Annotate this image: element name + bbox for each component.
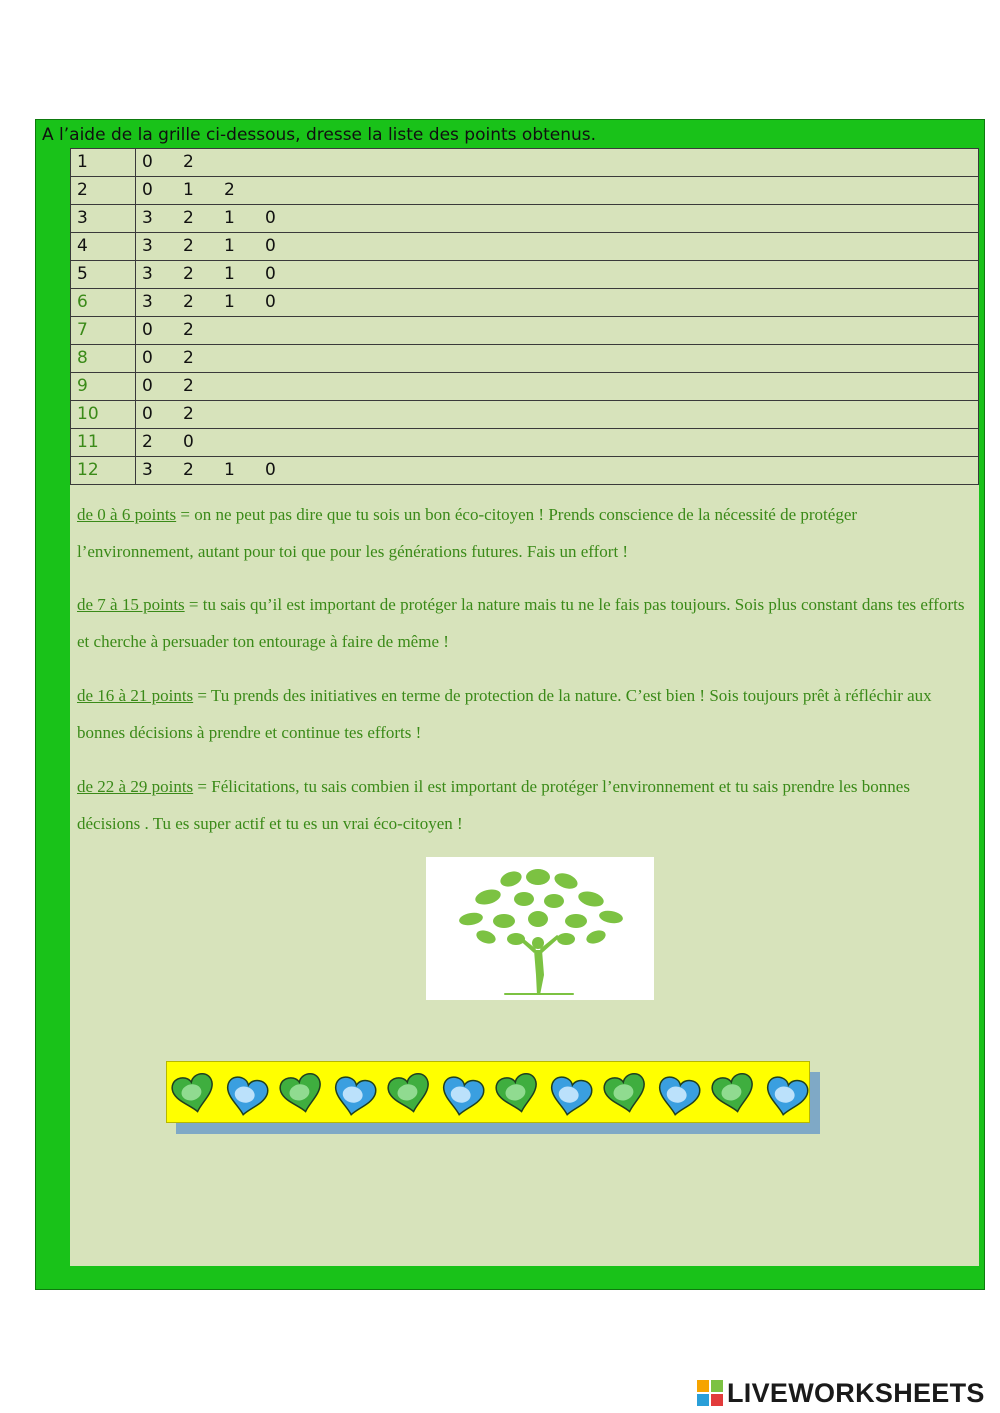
result-range: de 16 à 21 points — [77, 686, 194, 705]
point-options — [136, 429, 979, 457]
heart-icon — [386, 1072, 433, 1116]
result-16-21 — [77, 677, 972, 751]
heart-icon — [170, 1072, 217, 1116]
point-value: 0 — [183, 432, 194, 452]
result-range: de 7 à 15 points — [77, 595, 185, 614]
question-number: 8 — [71, 345, 136, 373]
point-options — [136, 345, 979, 373]
point-value: 2 — [183, 320, 194, 340]
result-0-6 — [77, 496, 972, 570]
question-number: 11 — [71, 429, 136, 457]
grid-row — [71, 345, 979, 373]
point-value: 2 — [183, 208, 194, 228]
points-grid — [70, 148, 979, 485]
point-value: 2 — [183, 236, 194, 256]
result-text: = Tu prends des initiatives en terme de protection de la nature. C’est bien ! Sois toujours prêt à réfléchir aux bonnes décisions à prendre et continue tes efforts ! — [77, 686, 932, 742]
question-number: 1 — [71, 149, 136, 177]
point-value: 1 — [224, 460, 235, 480]
liveworksheets-logo-icon — [697, 1380, 723, 1406]
heart-icon — [331, 1075, 377, 1118]
grid-row — [71, 149, 979, 177]
result-text: = on ne peut pas dire que tu sois un bon éco-citoyen ! Prends conscience de la nécessité de protéger l’environnement, autant pour toi que pour les générations futures. Fais un effort ! — [77, 505, 858, 561]
question-number: 5 — [71, 261, 136, 289]
heart-icon — [602, 1072, 649, 1116]
heart-icon — [439, 1075, 485, 1118]
eco-tree-person-icon — [426, 857, 654, 1000]
point-options — [136, 317, 979, 345]
point-value: 0 — [142, 404, 153, 424]
grid-row — [71, 317, 979, 345]
point-value: 0 — [142, 376, 153, 396]
point-options — [136, 149, 979, 177]
point-options — [136, 457, 979, 485]
point-value: 0 — [265, 460, 276, 480]
grid-row — [71, 373, 979, 401]
heart-icon — [655, 1075, 701, 1118]
result-text: = Félicitations, tu sais combien il est important de protéger l’environnement et tu sais prendre les bonnes décisions . Tu es super actif et tu es un vrai éco-citoyen ! — [77, 777, 910, 833]
point-value: 2 — [183, 376, 194, 396]
heart-icon — [223, 1075, 269, 1118]
hearts-strip — [166, 1061, 810, 1123]
point-value: 2 — [183, 264, 194, 284]
point-options — [136, 205, 979, 233]
point-value: 1 — [224, 264, 235, 284]
point-value: 3 — [142, 460, 153, 480]
grid-row — [71, 261, 979, 289]
result-text: = tu sais qu’il est important de protéger la nature mais tu ne le fais pas toujours. Sois plus constant dans tes efforts et cherche à persuader ton entourage à faire de même ! — [77, 595, 965, 651]
point-options — [136, 373, 979, 401]
point-value: 1 — [224, 292, 235, 312]
question-number: 12 — [71, 457, 136, 485]
grid-row — [71, 233, 979, 261]
liveworksheets-watermark — [697, 1376, 985, 1410]
point-value: 2 — [142, 432, 153, 452]
grid-row — [71, 177, 979, 205]
instruction-text: A l’aide de la grille ci-dessous, dresse la liste des points obtenus. — [42, 125, 597, 145]
point-value: 3 — [142, 264, 153, 284]
point-value: 2 — [183, 152, 194, 172]
grid-row — [71, 429, 979, 457]
point-value: 0 — [265, 208, 276, 228]
point-value: 2 — [183, 348, 194, 368]
heart-icon — [547, 1075, 593, 1118]
point-options — [136, 261, 979, 289]
result-range: de 0 à 6 points — [77, 505, 177, 524]
hearts-banner — [166, 1061, 810, 1123]
question-number: 2 — [71, 177, 136, 205]
point-options — [136, 401, 979, 429]
watermark-text: LIVEWORKSHEETS — [727, 1377, 985, 1408]
point-value: 1 — [183, 180, 194, 200]
question-number: 10 — [71, 401, 136, 429]
point-value: 2 — [224, 180, 235, 200]
question-number: 3 — [71, 205, 136, 233]
point-value: 2 — [183, 404, 194, 424]
question-number: 6 — [71, 289, 136, 317]
question-number: 7 — [71, 317, 136, 345]
point-value: 0 — [142, 348, 153, 368]
grid-row — [71, 289, 979, 317]
heart-icon — [278, 1072, 325, 1116]
point-value: 0 — [265, 264, 276, 284]
point-value: 3 — [142, 208, 153, 228]
point-value: 0 — [142, 320, 153, 340]
heart-icon — [494, 1072, 541, 1116]
question-number: 9 — [71, 373, 136, 401]
point-value: 3 — [142, 236, 153, 256]
point-options — [136, 233, 979, 261]
result-7-15 — [77, 586, 972, 660]
point-value: 0 — [265, 292, 276, 312]
point-options — [136, 289, 979, 317]
heart-icon — [763, 1075, 809, 1118]
result-range: de 22 à 29 points — [77, 777, 194, 796]
point-options — [136, 177, 979, 205]
grid-row — [71, 401, 979, 429]
point-value: 3 — [142, 292, 153, 312]
point-value: 1 — [224, 236, 235, 256]
point-value: 0 — [265, 236, 276, 256]
result-22-29 — [77, 768, 972, 842]
grid-row — [71, 457, 979, 485]
question-number: 4 — [71, 233, 136, 261]
point-value: 0 — [142, 152, 153, 172]
eco-tree-illustration — [426, 857, 654, 1000]
point-value: 0 — [142, 180, 153, 200]
heart-icon — [710, 1072, 757, 1116]
point-value: 2 — [183, 292, 194, 312]
grid-row — [71, 205, 979, 233]
point-value: 2 — [183, 460, 194, 480]
point-value: 1 — [224, 208, 235, 228]
